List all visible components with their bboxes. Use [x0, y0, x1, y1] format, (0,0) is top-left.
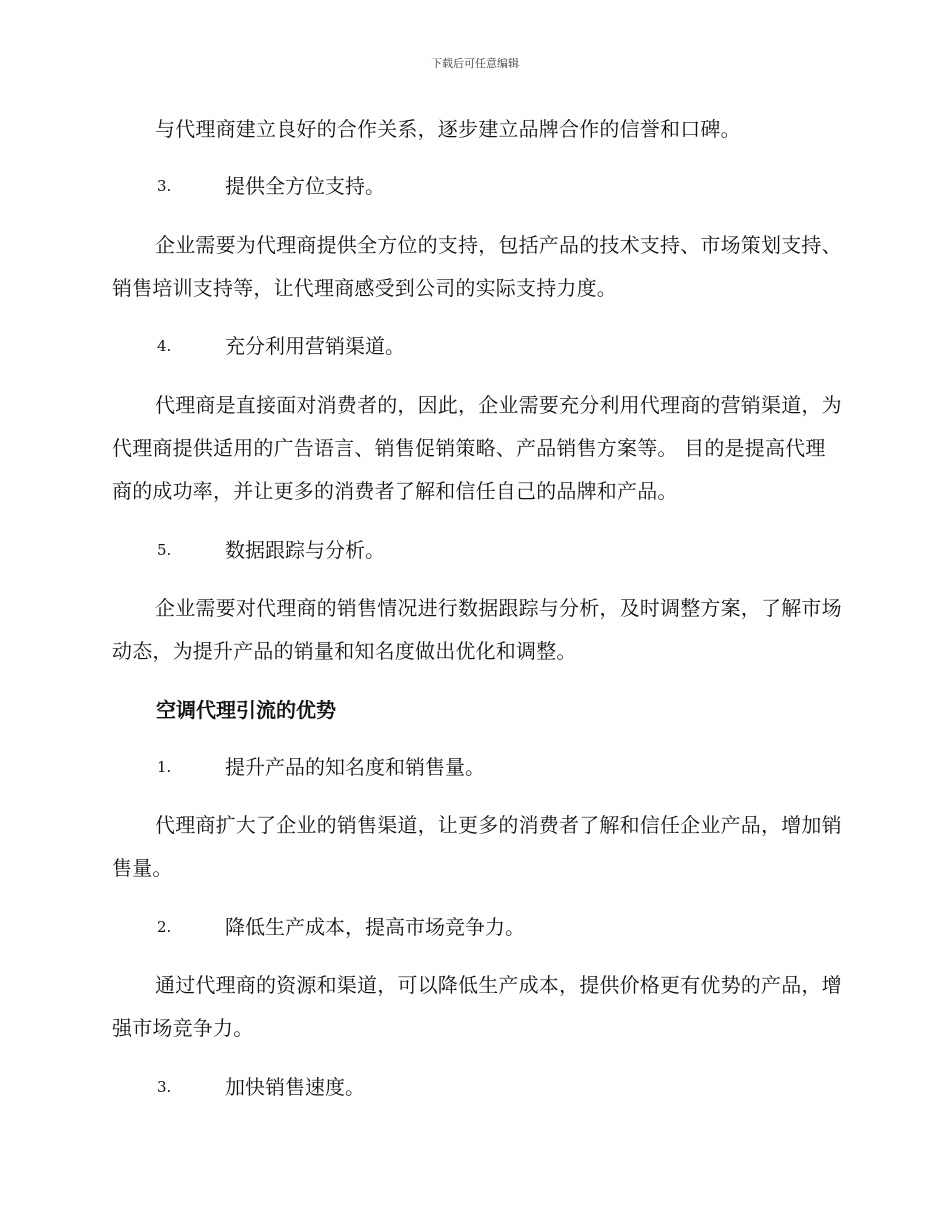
list-item-text: 降低生产成本，提高市场竞争力。: [225, 915, 525, 939]
paragraph: 代理商扩大了企业的销售渠道，让更多的消费者了解和信任企业产品，增加销售量。: [112, 813, 842, 880]
page-header: 下载后可任意编辑: [431, 57, 519, 70]
paragraph: 企业需要对代理商的销售情况进行数据跟踪与分析，及时调整方案，了解市场动态，为提升产品的销量和知名度做出优化和调整。: [112, 596, 842, 663]
list-number: 4.: [157, 337, 172, 355]
list-item-text: 充分利用营销渠道。: [225, 334, 405, 358]
list-number: 5.: [157, 541, 172, 559]
list-item-text: 提供全方位支持。: [225, 174, 385, 198]
paragraph: 通过代理商的资源和渠道，可以降低生产成本，提供价格更有优势的产品，增强市场竞争力。: [112, 973, 842, 1040]
paragraph: 与代理商建立良好的合作关系，逐步建立品牌合作的信誉和口碑。: [155, 117, 741, 141]
list-item-text: 加快销售速度。: [225, 1075, 365, 1099]
list-item-text: 数据跟踪与分析。: [225, 538, 385, 562]
paragraph: 代理商是直接面对消费者的，因此，企业需要充分利用代理商的营销渠道，为代理商提供适用的广告语言、销售促销策略、产品销售方案等。 目的是提高代理商的成功率，并让更多的消费者了解和信任自己的品牌和产品。: [112, 393, 842, 503]
list-number: 3.: [157, 1078, 172, 1096]
list-number: 2.: [157, 918, 172, 936]
list-number: 3.: [157, 177, 172, 195]
list-number: 1.: [157, 758, 172, 776]
list-item-text: 提升产品的知名度和销售量。: [225, 755, 485, 779]
paragraph: 企业需要为代理商提供全方位的支持，包括产品的技术支持、市场策划支持、销售培训支持等，让代理商感受到公司的实际支持力度。: [112, 233, 842, 300]
section-heading: 空调代理引流的优势: [156, 698, 336, 722]
